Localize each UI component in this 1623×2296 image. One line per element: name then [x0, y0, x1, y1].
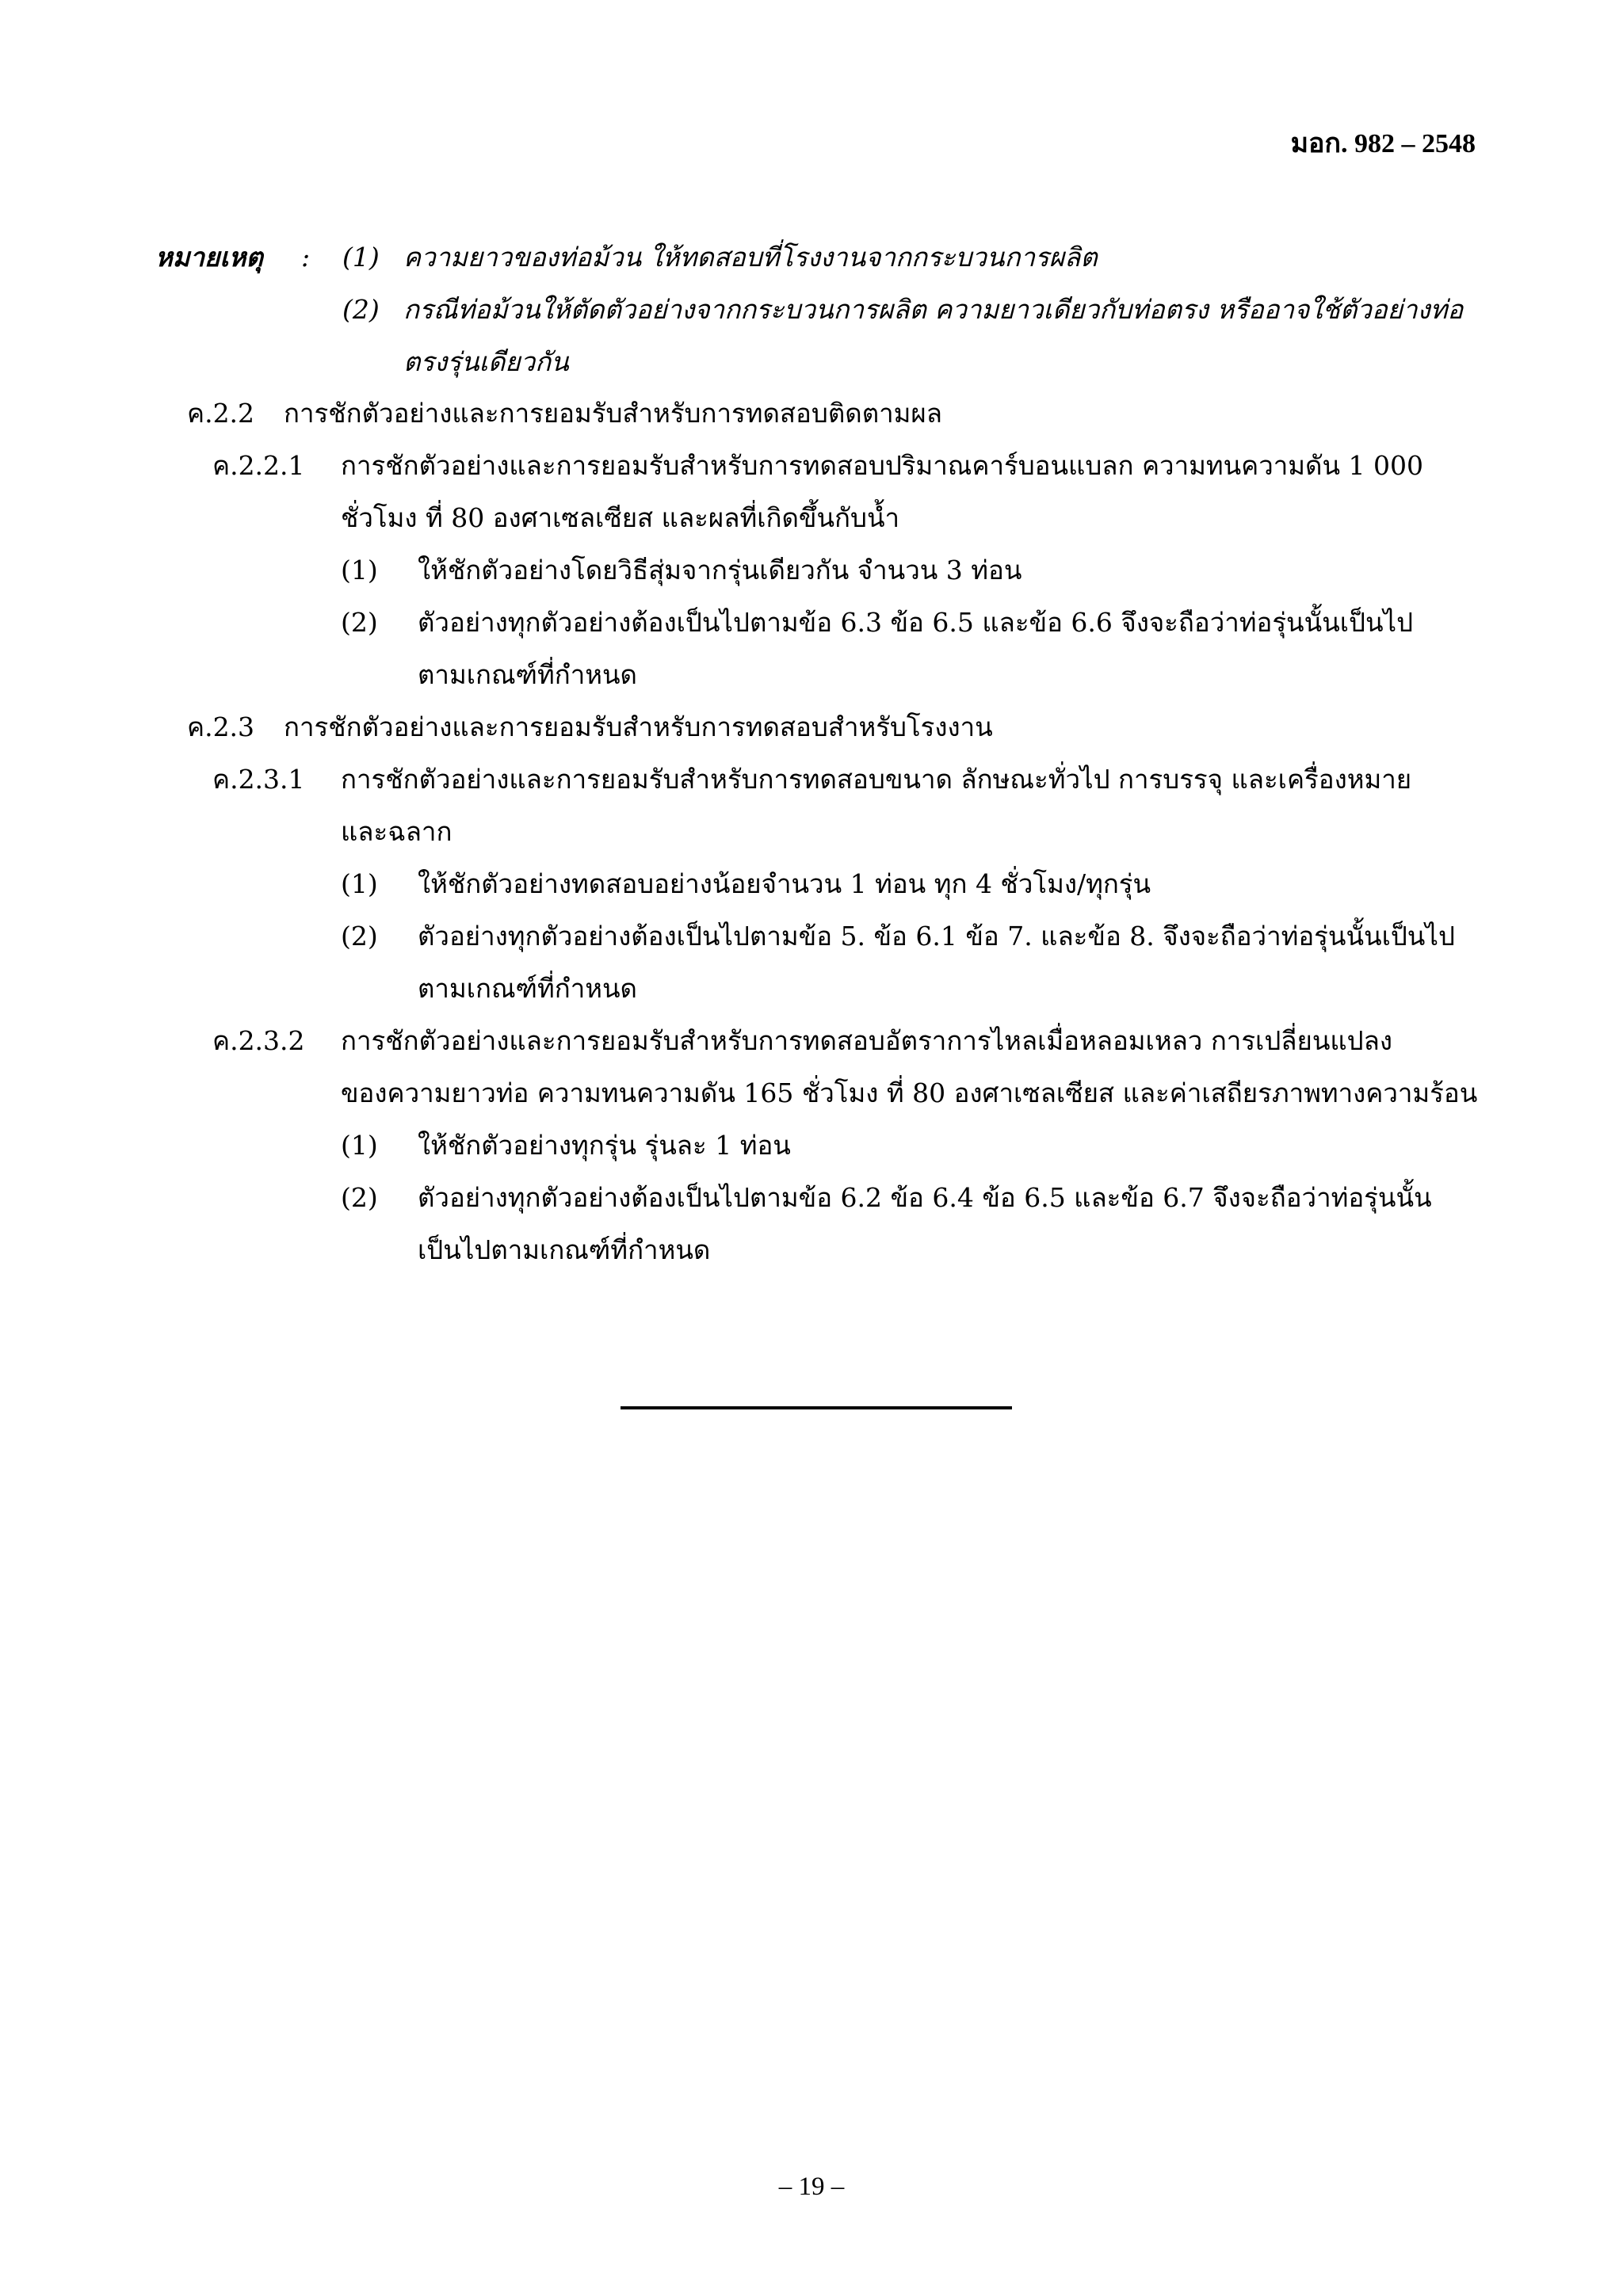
list-item-num: (2): [341, 921, 378, 952]
section-number: ค.2.2.1: [212, 450, 305, 481]
page-number: – 19 –: [778, 2172, 845, 2201]
section-number: ค.2.3.1: [212, 764, 305, 795]
list-item-num: (1): [341, 868, 378, 899]
list-item-text-cont: เป็นไปตามเกณฑ์ที่กำหนด: [418, 1234, 711, 1265]
list-item-text-cont: ตามเกณฑ์ที่กำหนด: [418, 973, 637, 1004]
list-item-text-cont: ตามเกณฑ์ที่กำหนด: [418, 659, 637, 690]
note-label: หมายเหตุ: [155, 242, 263, 273]
section-number: ค.2.2: [187, 398, 255, 429]
list-item-num: (1): [341, 555, 378, 585]
section-title: การชักตัวอย่างและการยอมรับสำหรับการทดสอบติดตามผล: [284, 398, 942, 429]
note-item-1-num: (1): [342, 242, 380, 273]
note-item-2-text: กรณีท่อม้วนให้ตัดตัวอย่างจากกระบวนการผลิต ความยาวเดียวกับท่อตรง หรืออาจใช้ตัวอย่างท่อ: [403, 294, 1464, 325]
list-item-text: ตัวอย่างทุกตัวอย่างต้องเป็นไปตามข้อ 6.2 ข้อ 6.4 ข้อ 6.5 และข้อ 6.7 จึงจะถือว่าท่อรุ่นนั้น: [418, 1182, 1432, 1213]
note-item-1-text: ความยาวของท่อม้วน ให้ทดสอบที่โรงงานจากกระบวนการผลิต: [403, 242, 1098, 273]
section-text: การชักตัวอย่างและการยอมรับสำหรับการทดสอบปริมาณคาร์บอนแบลก ความทนความดัน 1 000: [341, 450, 1424, 481]
list-item-text: ให้ชักตัวอย่างทดสอบอย่างน้อยจำนวน 1 ท่อน ทุก 4 ชั่วโมง/ทุกรุ่น: [418, 868, 1151, 899]
list-item-num: (1): [341, 1130, 378, 1161]
list-item-num: (2): [341, 1182, 378, 1213]
note-item-2-num: (2): [342, 294, 380, 325]
section-text: การชักตัวอย่างและการยอมรับสำหรับการทดสอบขนาด ลักษณะทั่วไป การบรรจุ และเครื่องหมาย: [341, 764, 1412, 795]
end-rule: [621, 1406, 1012, 1409]
section-text-cont: ชั่วโมง ที่ 80 องศาเซลเซียส และผลที่เกิดขึ้นกับน้ำ: [341, 502, 900, 533]
list-item-text: ตัวอย่างทุกตัวอย่างต้องเป็นไปตามข้อ 6.3 ข้อ 6.5 และข้อ 6.6 จึงจะถือว่าท่อรุ่นนั้นเป็นไป: [418, 607, 1414, 638]
section-number: ค.2.3.2: [212, 1025, 305, 1056]
section-text-cont: และฉลาก: [341, 816, 453, 847]
list-item-text: ให้ชักตัวอย่างโดยวิธีสุ่มจากรุ่นเดียวกัน จำนวน 3 ท่อน: [418, 555, 1022, 585]
list-item-text: ตัวอย่างทุกตัวอย่างต้องเป็นไปตามข้อ 5. ข้อ 6.1 ข้อ 7. และข้อ 8. จึงจะถือว่าท่อรุ่นนั้นเป็นไป: [418, 921, 1455, 952]
section-text-cont: ของความยาวท่อ ความทนความดัน 165 ชั่วโมง ที่ 80 องศาเซลเซียส และค่าเสถียรภาพทางความร้อน: [341, 1077, 1478, 1108]
section-text: การชักตัวอย่างและการยอมรับสำหรับการทดสอบอัตราการไหลเมื่อหลอมเหลว การเปลี่ยนแปลง: [341, 1025, 1392, 1056]
note-colon: :: [301, 242, 311, 273]
list-item-num: (2): [341, 607, 378, 638]
section-title: การชักตัวอย่างและการยอมรับสำหรับการทดสอบสำหรับโรงงาน: [284, 711, 993, 742]
list-item-text: ให้ชักตัวอย่างทุกรุ่น รุ่นละ 1 ท่อน: [418, 1130, 791, 1161]
standard-code: มอก. 982 – 2548: [1290, 129, 1476, 158]
note-item-2-text-cont: ตรงรุ่นเดียวกัน: [403, 346, 569, 377]
section-number: ค.2.3: [187, 711, 255, 742]
